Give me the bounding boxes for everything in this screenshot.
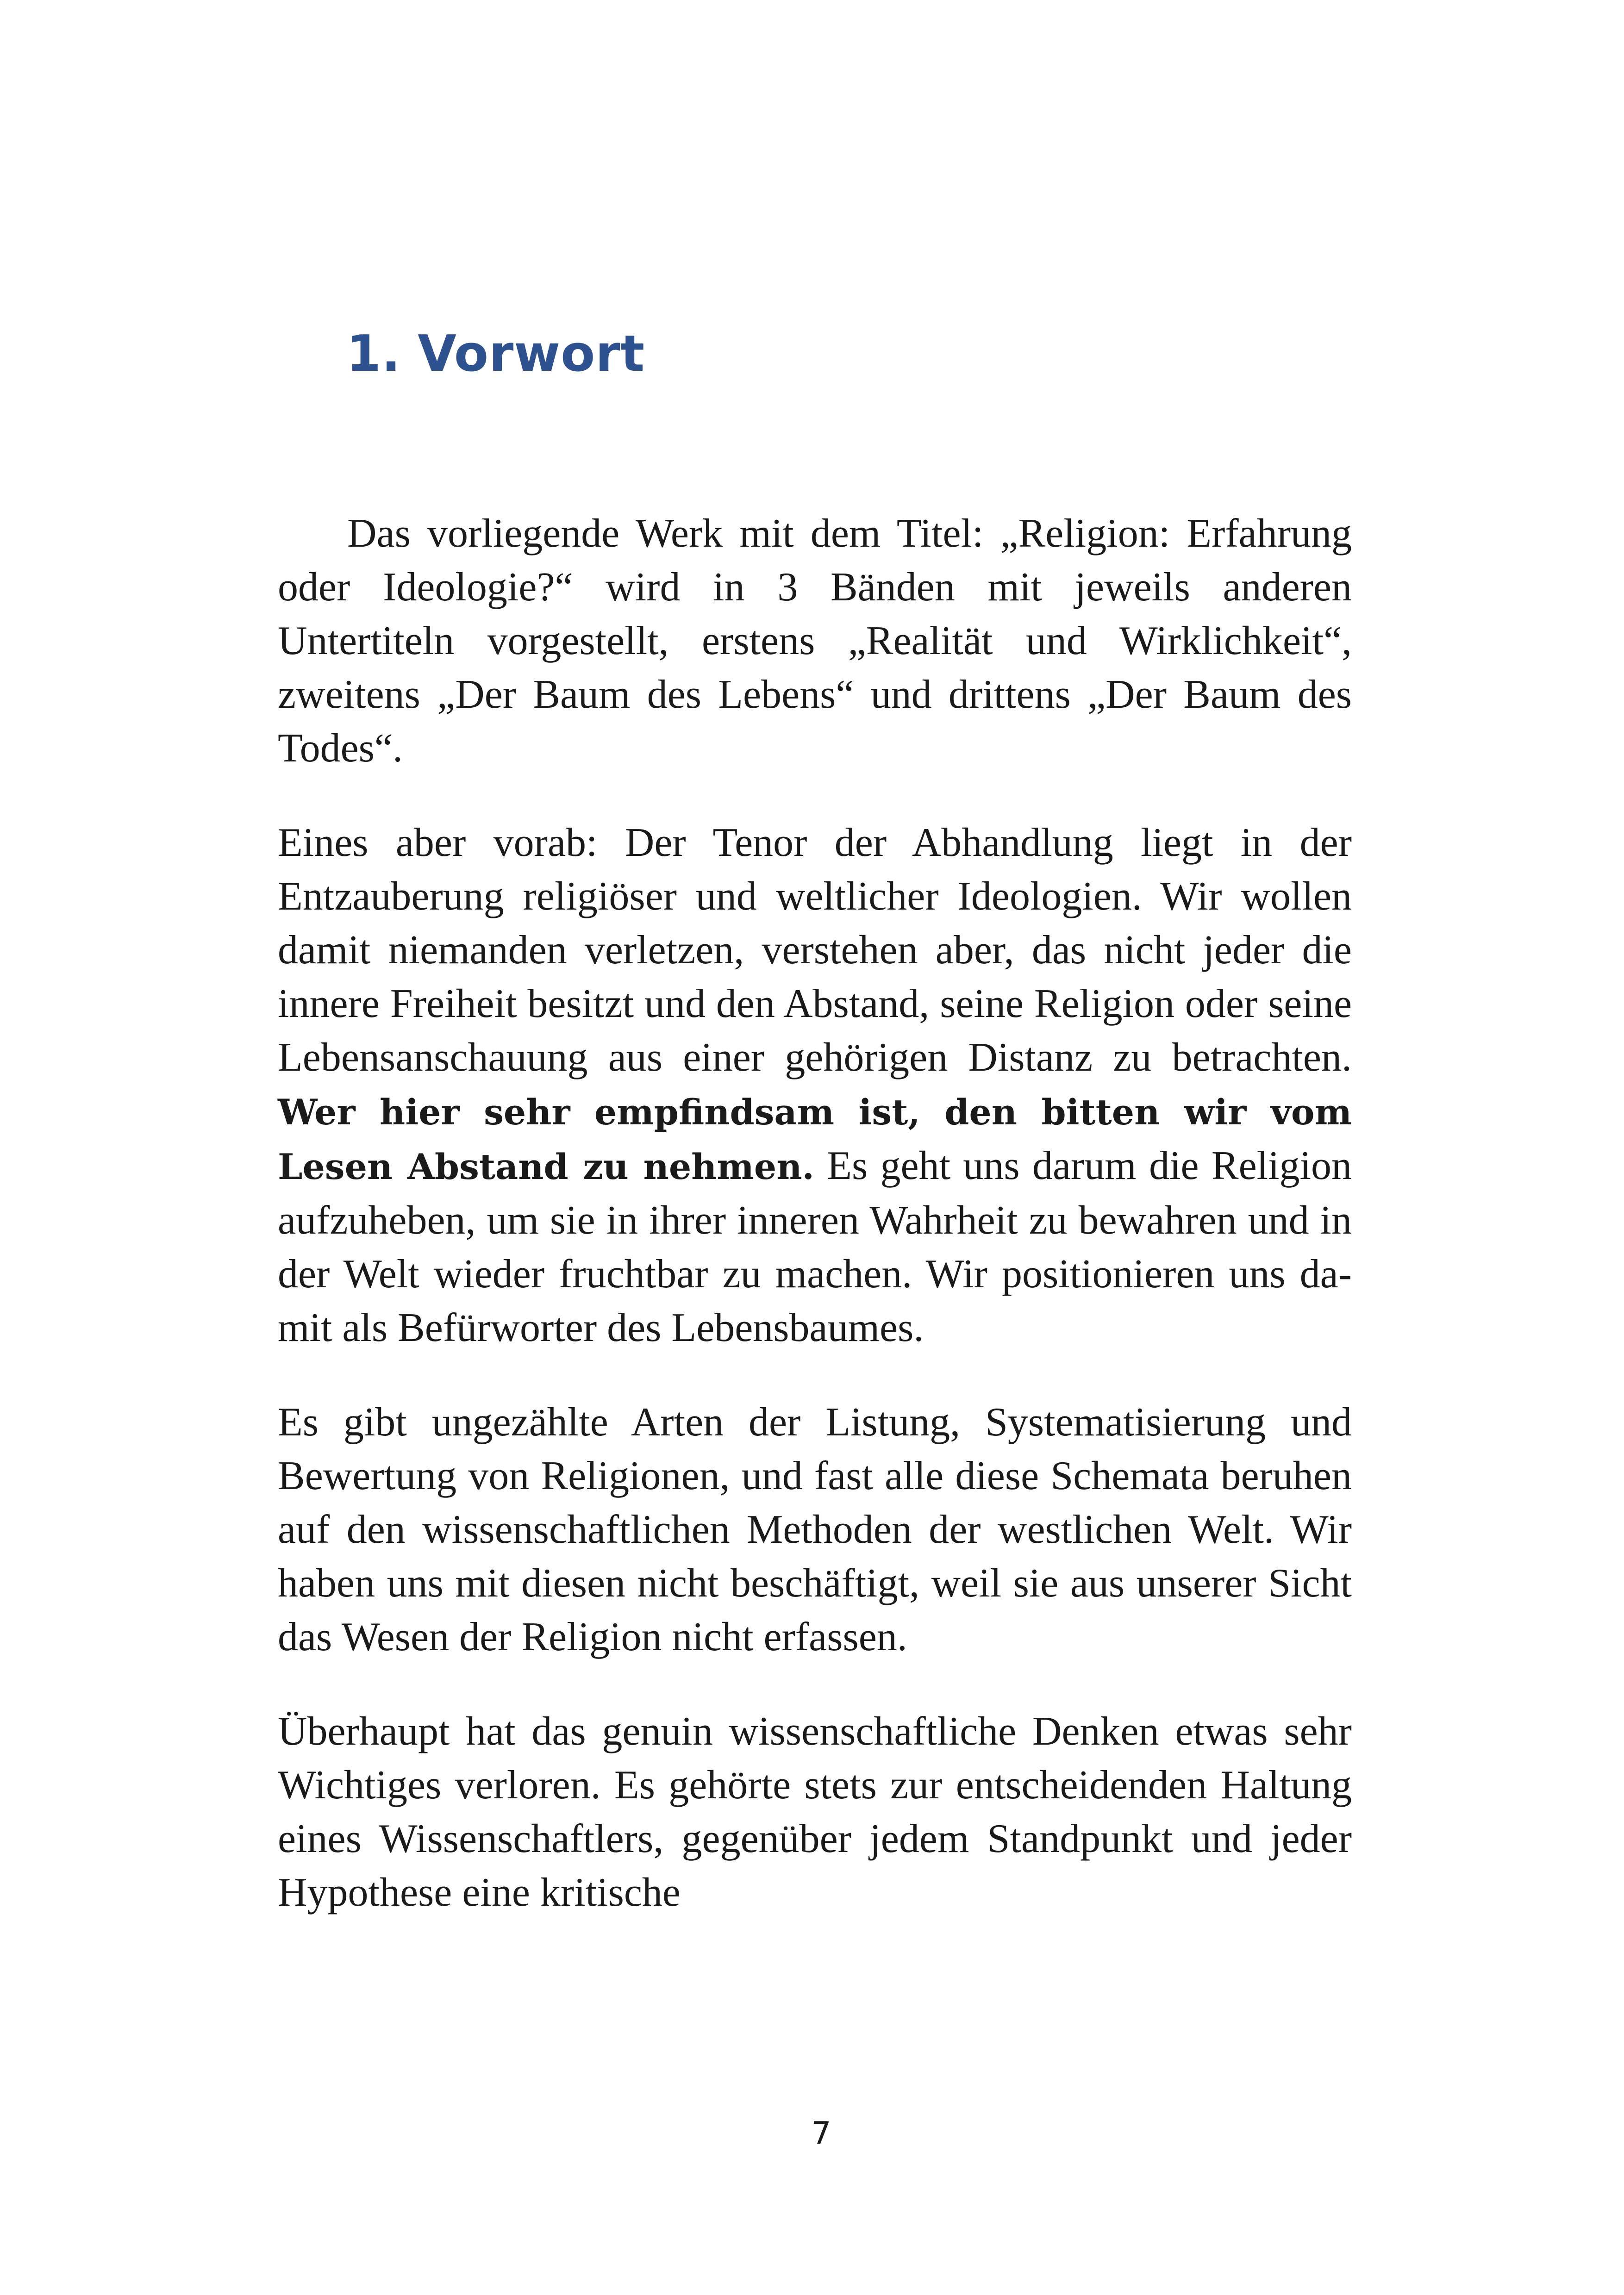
paragraph-3: [278, 1396, 1352, 1664]
paragraph-text: Überhaupt hat das genuin wissenschaftliche Denken etwas sehr Wichtiges verloren. Es gehörte stets zur entscheidenden Haltung eines Wissenschaftlers, gegenüber jedem Standpunkt und jeder Hypothese eine kritische: [278, 1709, 1352, 1915]
paragraph-4: [278, 1705, 1352, 1920]
paragraph-text: Das vorliegende Werk mit dem Titel: „Religion: Erfahrung oder Ideologie?“ wird in 3 Bänden mit jeweils anderen Untertiteln vorgestellt, erstens „Realität und Wirklichkeit“, zweitens „Der Baum des Lebens“ und drittens „Der Baum des Todes“.: [278, 511, 1352, 771]
paragraph-1: [278, 507, 1352, 775]
chapter-number: 1.: [346, 325, 401, 383]
paragraph-text: Es gibt ungezählte Arten der Listung, Systematisierung und Bewertung von Religionen, und fast alle diese Schemata beruhen auf den wissenschaftlichen Methoden der westlichen Welt. Wir haben uns mit diesen nicht beschäftigt, weil sie aus unserer Sicht das Wesen der Religion nicht erfassen.: [278, 1400, 1352, 1659]
chapter-heading: [346, 324, 645, 384]
body-text: [278, 507, 1352, 1960]
paragraph-text-continued: Es geht uns darum die Religion aufzuheben, um sie in ihrer inneren Wahrheit zu bewahren und in der Welt wieder fruchtbar zu machen. Wir positionieren uns damit als Befürworter des Lebensbaumes.: [278, 1143, 1352, 1350]
chapter-title: Vorwort: [418, 325, 645, 383]
page-number: 7: [811, 2115, 831, 2152]
paragraph-text: Eines aber vorab: Der Tenor der Abhandlung liegt in der Entzauberung religiöser und weltlicher Ideologien. Wir wollen damit niemanden verletzen, verstehen aber, das nicht jeder die innere Freiheit besitzt und den Abstand, seine Religion oder seine Lebensanschauung aus einer gehörigen Distanz zu betrachten.: [278, 820, 1352, 1080]
paragraph-bold-text: Wer hier sehr empfindsam ist, den bitten wir vom Lesen Abstand zu nehmen.: [278, 1091, 1352, 1187]
paragraph-2: [278, 816, 1352, 1355]
